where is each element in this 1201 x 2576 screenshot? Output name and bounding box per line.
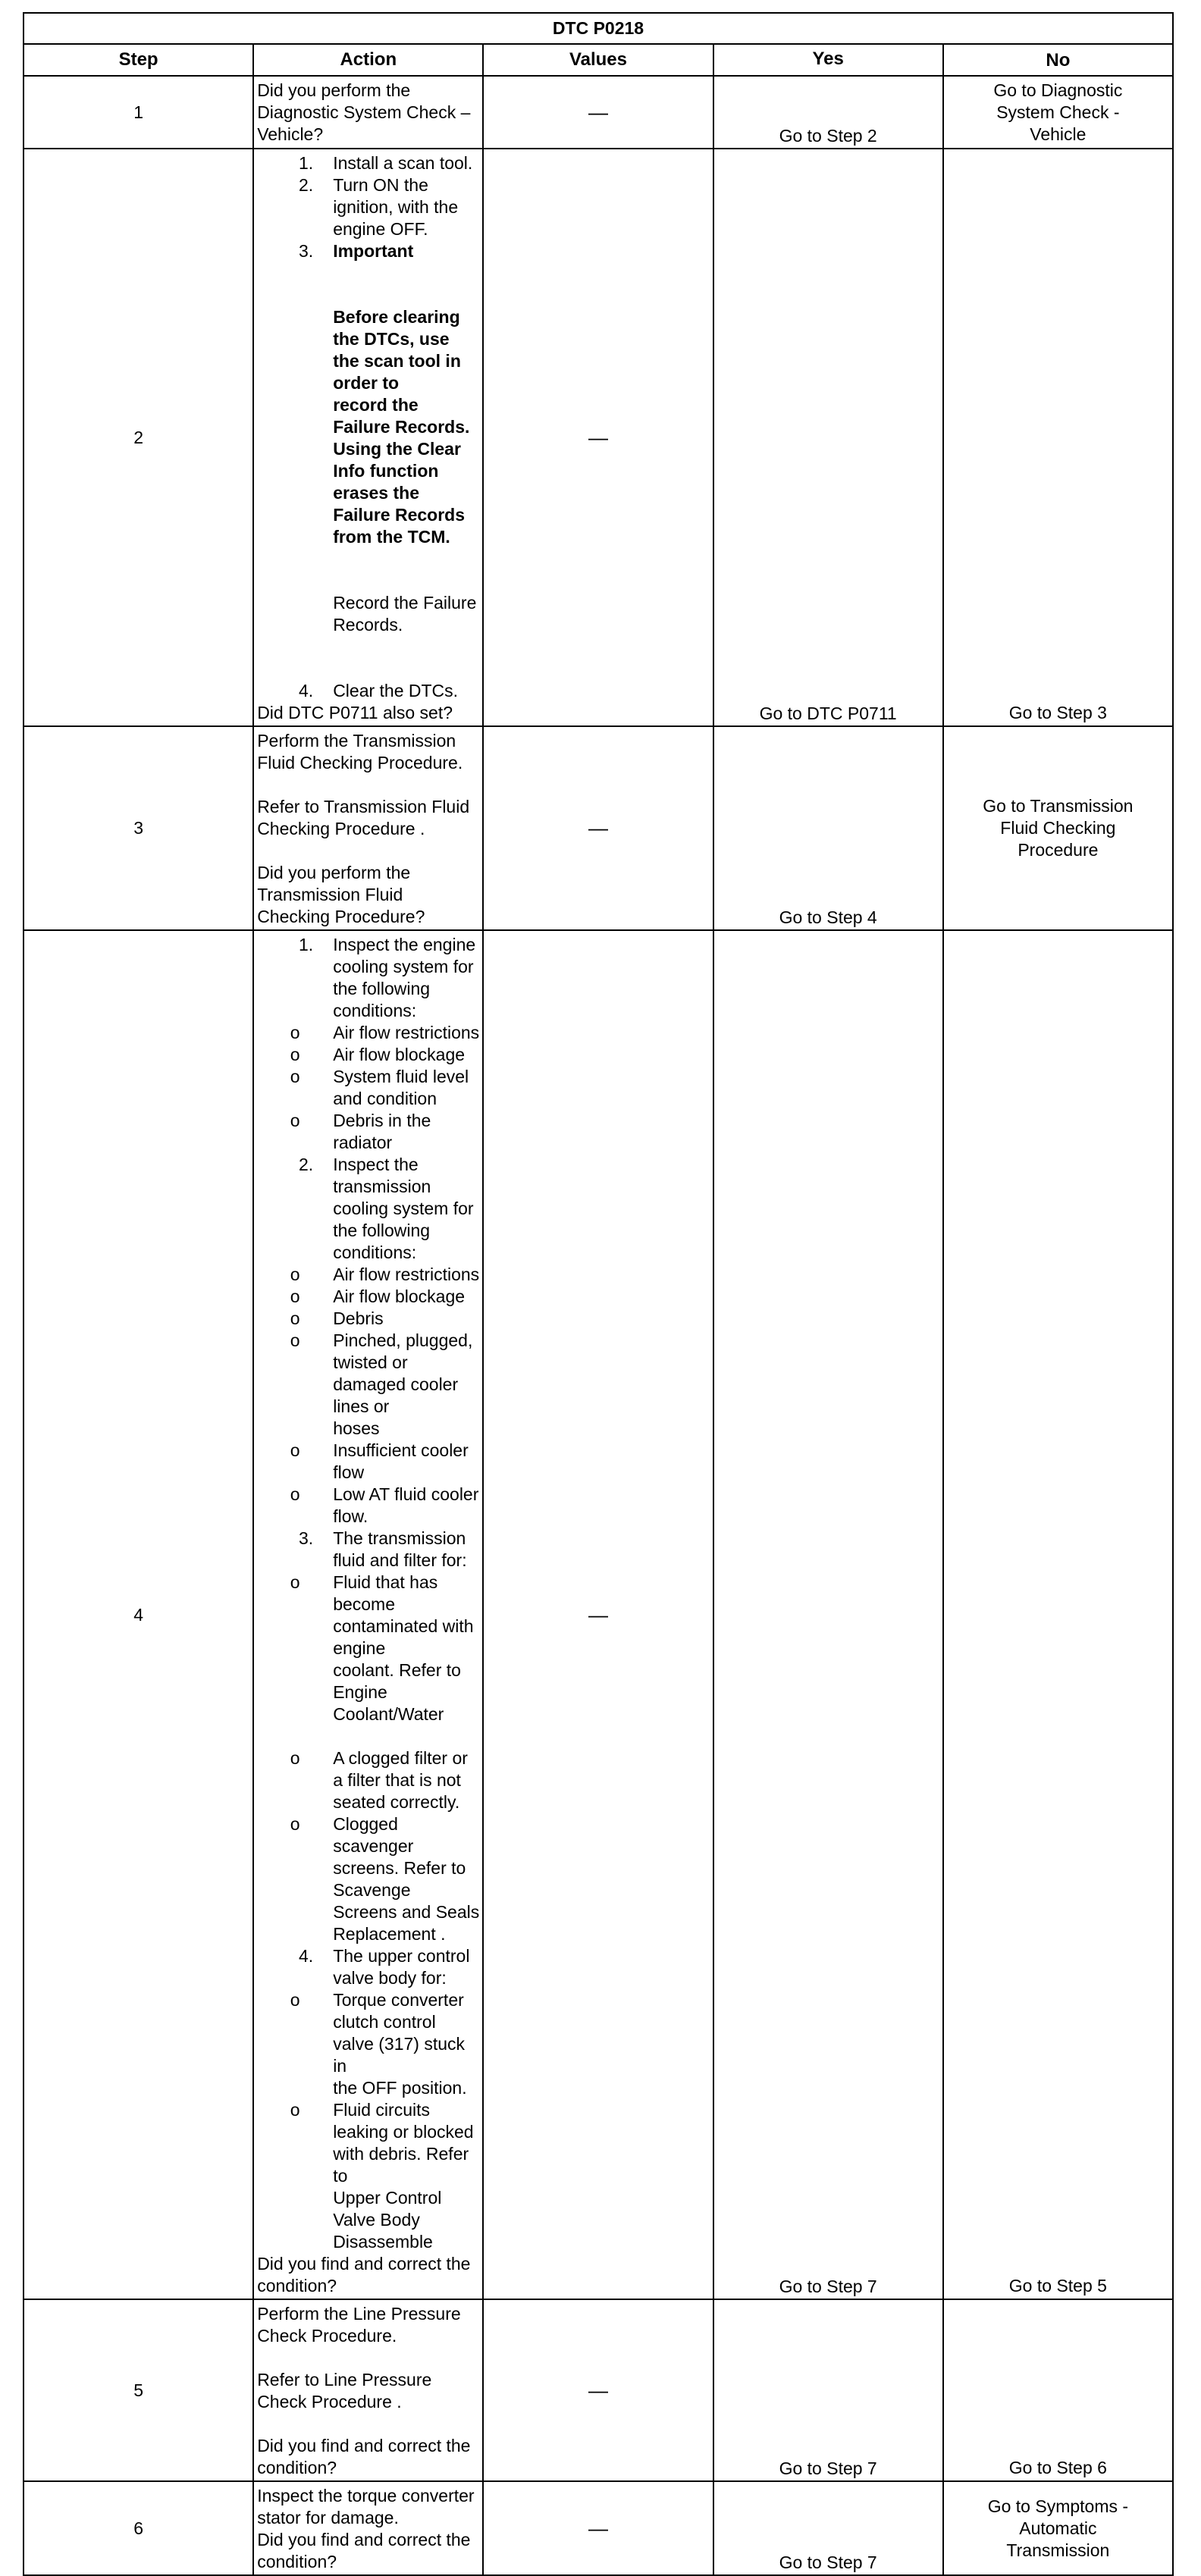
action-cell — [253, 930, 483, 2299]
no-cell: Go to Step 6 — [943, 2299, 1173, 2481]
table-row — [24, 726, 1173, 930]
list-item: 2. Inspect the transmission cooling system for the following conditions: — [299, 1155, 474, 1262]
step-number: 1 — [24, 76, 253, 149]
question-text: Did you find and correct the condition? — [257, 2254, 471, 2296]
action-cell — [253, 2481, 483, 2575]
sub-list-item: o Fluid circuits leaking or blocked with debris. Refer to Upper Control Valve Body Disassemble — [290, 2100, 474, 2252]
action-text: Inspect the torque converter stator for damage. — [257, 2486, 475, 2527]
no-line: Vehicle — [1030, 124, 1087, 144]
header-values: Values — [483, 44, 713, 76]
step-number: 5 — [24, 2299, 253, 2481]
step-number: 6 — [24, 2481, 253, 2575]
values-cell: — — [483, 2481, 713, 2575]
step-number: 2 — [24, 149, 253, 726]
record-instruction: Record the Failure Records. — [333, 593, 477, 635]
no-cell — [943, 76, 1173, 149]
list-item: 4. The upper control valve body for: — [299, 1946, 470, 1988]
sub-list-item: o Air flow restrictions — [290, 1264, 480, 1284]
sub-list-item: o Air flow blockage — [290, 1286, 466, 1306]
action-cell — [253, 2299, 483, 2481]
values-cell: — — [483, 2299, 713, 2481]
yes-cell: Go to Step 7 — [713, 2299, 943, 2481]
action-text: Perform the Line Pressure Check Procedure. — [257, 2304, 461, 2346]
no-cell: Go to Step 3 — [943, 149, 1173, 726]
action-text: Perform the Transmission Fluid Checking Procedure. — [257, 731, 463, 772]
values-cell: — — [483, 76, 713, 149]
no-cell: Go to Step 5 — [943, 930, 1173, 2299]
action-cell — [253, 76, 483, 149]
title-row — [24, 13, 1173, 44]
no-line: Transmission — [1006, 2540, 1110, 2560]
header-yes: Yes — [713, 44, 943, 76]
table-title: DTC P0218 — [24, 13, 1173, 44]
header-step: Step — [24, 44, 253, 76]
table-row — [24, 149, 1173, 726]
list-item: 3. The transmission fluid and filter for: — [299, 1528, 467, 1570]
header-action: Action — [253, 44, 483, 76]
step-number: 3 — [24, 726, 253, 930]
table-row — [24, 930, 1173, 2299]
header-row — [24, 44, 1173, 76]
table-row — [24, 2481, 1173, 2575]
sub-list-item: o Pinched, plugged, twisted or damaged cooler lines or hoses — [290, 1330, 473, 1438]
no-cell — [943, 726, 1173, 930]
sub-list-item: o Insufficient cooler flow — [290, 1440, 469, 1482]
sub-list-item: o Debris in the radiator — [290, 1111, 431, 1152]
header-no: No — [943, 44, 1173, 76]
action-text: Refer to Line Pressure Check Procedure . — [257, 2370, 432, 2411]
sub-list-item: o System fluid level and condition — [290, 1067, 469, 1108]
sub-list-item: o Torque converter clutch control valve (317) stuck in the OFF position. — [290, 1990, 467, 2098]
no-line: Procedure — [1018, 840, 1099, 860]
list-item: 2. Turn ON the ignition, with the engine OFF. — [299, 175, 459, 239]
list-item: 3. Important — [257, 240, 479, 262]
important-label: Important — [333, 241, 414, 261]
sub-list-item: o Air flow restrictions — [290, 1023, 480, 1042]
no-line: Go to Transmission — [983, 796, 1134, 816]
action-text: Did you perform the Diagnostic System Check – Vehicle? — [257, 80, 471, 144]
action-cell — [253, 149, 483, 726]
question-text: Did you find and correct the condition? — [257, 2436, 471, 2477]
no-line: System Check - — [996, 102, 1120, 122]
table-row — [24, 2299, 1173, 2481]
sub-list-item: o A clogged filter or a filter that is not seated correctly. — [290, 1748, 468, 1812]
no-line: Automatic — [1019, 2518, 1097, 2538]
yes-cell: Go to Step 7 — [713, 930, 943, 2299]
dtc-table — [23, 12, 1174, 2576]
yes-cell: Go to DTC P0711 — [713, 149, 943, 726]
step-number: 4 — [24, 930, 253, 2299]
no-cell — [943, 2481, 1173, 2575]
sub-list-item: o Air flow blockage — [290, 1045, 466, 1064]
action-cell — [253, 726, 483, 930]
sub-list-item: o Debris — [290, 1308, 384, 1328]
question-text: Did you find and correct the condition? — [257, 2530, 471, 2571]
action-text: Refer to Transmission Fluid Checking Procedure . — [257, 797, 470, 838]
no-line: Fluid Checking — [1000, 818, 1116, 838]
values-cell: — — [483, 149, 713, 726]
list-item: 4. Clear the DTCs. — [299, 681, 459, 700]
sub-list-item: o Fluid that has become contaminated with engine coolant. Refer to Engine Coolant/Water — [290, 1572, 474, 1724]
values-cell: — — [483, 726, 713, 930]
no-line: Go to Diagnostic — [993, 80, 1123, 100]
yes-cell: Go to Step 2 — [713, 76, 943, 149]
table-row — [24, 76, 1173, 149]
yes-cell: Go to Step 7 — [713, 2481, 943, 2575]
sub-list-item: o Low AT fluid cooler flow. — [290, 1484, 479, 1526]
list-item: 1. Inspect the engine cooling system for the following conditions: — [299, 935, 476, 1020]
yes-cell: Go to Step 4 — [713, 726, 943, 930]
list-item: 1. Install a scan tool. — [299, 153, 473, 173]
values-cell: — — [483, 930, 713, 2299]
sub-list-item: o Clogged scavenger screens. Refer to Scavenge Screens and Seals Replacement . — [290, 1814, 480, 1944]
no-line: Go to Symptoms - — [987, 2496, 1129, 2516]
question-text: Did DTC P0711 also set? — [257, 703, 453, 722]
question-text: Did you perform the Transmission Fluid Checking Procedure? — [257, 863, 425, 926]
important-note: Before clearing the DTCs, use the scan tool in order to record the Failure Records. Using the Clear Info function erases the Failure Records from the TCM. — [333, 307, 470, 547]
